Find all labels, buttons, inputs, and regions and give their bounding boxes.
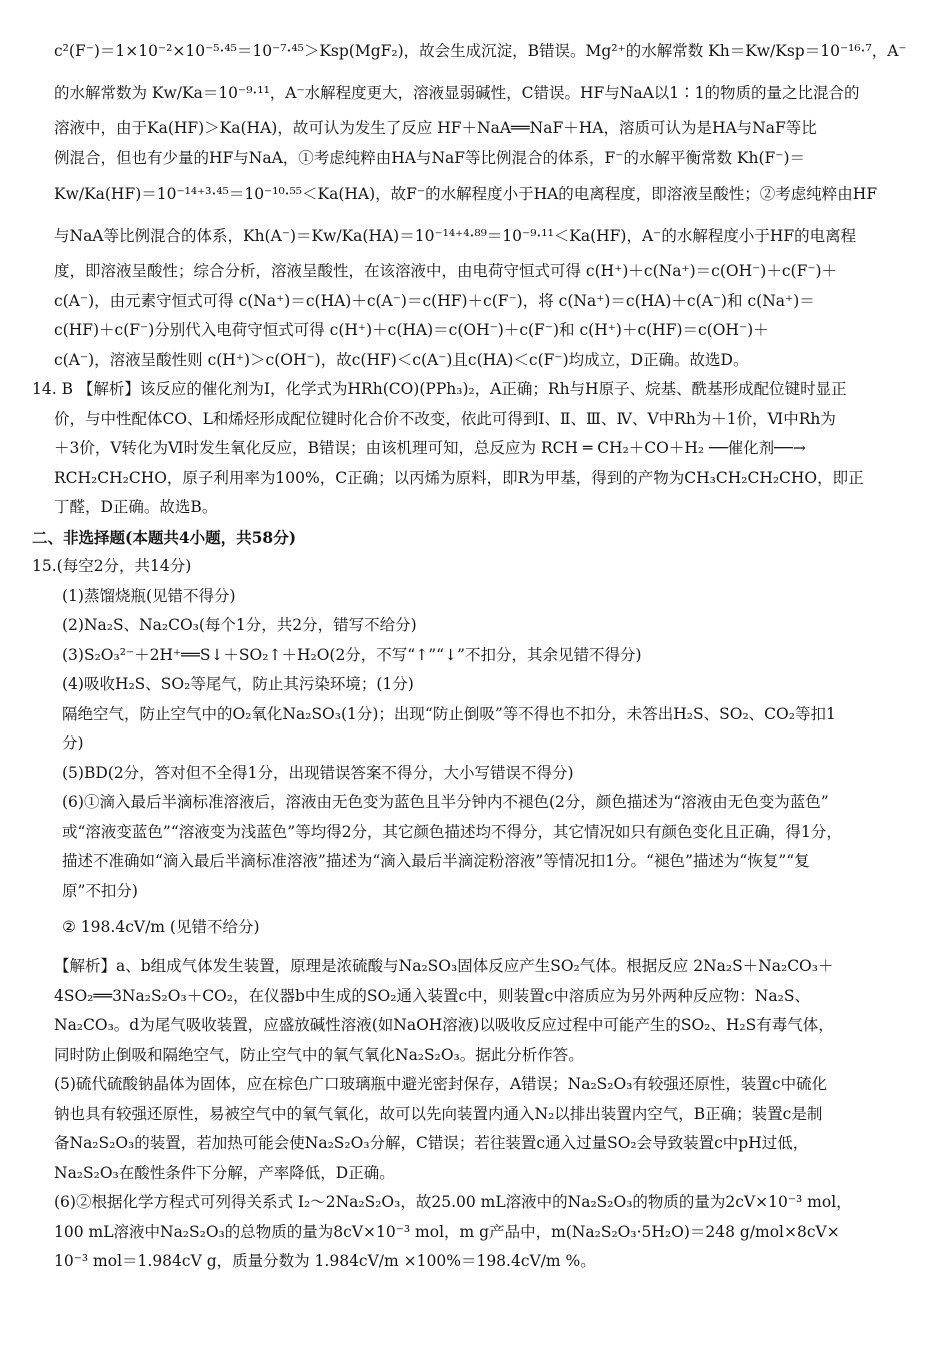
text-line: 溶液中，由于Ka(HF)＞Ka(HA)，故可认为发生了反应 HF＋NaA══NaF＋HA，溶质可认为是HA与NaF等比 <box>54 119 817 137</box>
question-15-heading: 15.(每空2分，共14分) <box>32 557 192 575</box>
text-line: c(A⁻)，溶液呈酸性则 c(H⁺)＞c(OH⁻)，故c(HF)＜c(A⁻)且c(HA)＜c(F⁻)均成立，D正确。故选D。 <box>54 350 749 369</box>
answer-item: 原”不扣分) <box>62 881 138 900</box>
text-line: 的水解常数为 Kw/Ka＝10⁻⁹·¹¹，A⁻水解程度更大，溶液显弱碱性，C错误。HF与NaA以1∶1的物质的量之比混合的 <box>54 84 860 102</box>
text-line: 丁醛，D正确。故选B。 <box>54 498 218 516</box>
text-line: 与NaA等比例混合的体系，Kh(A⁻)＝Kw/Ka(HA)＝10⁻¹⁴⁺⁴·⁸⁹＝10⁻⁹·¹¹＜Ka(HF)，A⁻的水解程度小于HF的电离程 <box>54 227 857 245</box>
answer-item: 隔绝空气，防止空气中的O₂氧化Na₂SO₃(1分)；出现“防止倒吸”等不得也不扣分，未答出H₂S、SO₂、CO₂等扣1 <box>62 704 836 723</box>
text-line: c(HF)＋c(F⁻)分别代入电荷守恒式可得 c(H⁺)＋c(HA)＝c(OH⁻)＋c(F⁻)和 c(H⁺)＋c(HF)＝c(OH⁻)＋ <box>54 321 769 339</box>
answer-item: (4)吸收H₂S、SO₂等尾气，防止其污染环境；(1分) <box>62 675 414 693</box>
text-line: c(A⁻)，由元素守恒式可得 c(Na⁺)＝c(HA)＋c(A⁻)＝c(HF)＋c(F⁻)，将 c(Na⁺)＝c(HA)＋c(A⁻)和 c(Na⁺)＝ <box>54 291 815 310</box>
text-line: RCH₂CH₂CHO，原子利用率为100%，C正确；以丙烯为原料，即R为甲基，得到的产物为CH₃CH₂CH₂CHO，即正 <box>54 468 864 487</box>
text-line: 钠也具有较强还原性，易被空气中的氧气氧化，故可以先向装置内通入N₂以排出装置内空气，B正确；装置c是制 <box>54 1104 823 1123</box>
text-line: 备Na₂S₂O₃的装置，若加热可能会使Na₂S₂O₃分解，C错误；若往装置c通入过量SO₂会导致装置c中pH过低， <box>54 1134 809 1152</box>
analysis-line: 【解析】a、b组成气体发生装置，原理是浓硫酸与Na₂SO₃固体反应产生SO₂气体。根据反应 2Na₂S＋Na₂CO₃＋ <box>54 957 834 975</box>
text-line: 同时防止倒吸和隔绝空气，防止空气中的氧气氧化Na₂S₂O₃。据此分析作答。 <box>54 1045 584 1064</box>
text-line: (6)②根据化学方程式可列得关系式 I₂～2Na₂S₂O₃，故25.00 mL溶液中的Na₂S₂O₃的物质的量为2cV×10⁻³ mol， <box>54 1193 852 1211</box>
text-line: 度，即溶液呈酸性；综合分析，溶液呈酸性，在该溶液中，由电荷守恒式可得 c(H⁺)＋c(Na⁺)＝c(OH⁻)＋c(F⁻)＋ <box>54 262 838 280</box>
text-line: 价，与中性配体CO、L和烯烃形成配位键时化合价不改变，依此可得到Ⅰ、Ⅱ、Ⅲ、Ⅳ、Ⅴ中Rh为＋1价，Ⅵ中Rh为 <box>54 409 836 428</box>
answer-item: 描述不准确如“滴入最后半滴标准溶液”描述为“滴入最后半滴淀粉溶液”等情况扣1分。“褪色”描述为“恢复”“复 <box>62 852 810 870</box>
text-line: Na₂S₂O₃在酸性条件下分解，产率降低，D正确。 <box>54 1163 395 1182</box>
answer-item: (5)BD(2分，答对但不全得1分，出现错误答案不得分，大小写错误不得分) <box>62 763 574 782</box>
section-heading: 二、非选择题(本题共4小题，共58分) <box>32 527 297 547</box>
text-line: Kw/Ka(HF)＝10⁻¹⁴⁺³·⁴⁵＝10⁻¹⁰·⁵⁵＜Ka(HA)，故F⁻的水解程度小于HA的电离程度，即溶液呈酸性；②考虑纯粹由HF <box>54 185 878 203</box>
text-line: 例混合，但也有少量的HF与NaA，①考虑纯粹由HA与NaF等比例混合的体系，F⁻的水解平衡常数 Kh(F⁻)＝ <box>54 148 805 167</box>
answer-item: 或“溶液变蓝色”“溶液变为浅蓝色”等均得2分，其它颜色描述均不得分，其它情况如只有颜色变化且正确，得1分， <box>62 822 842 841</box>
text-line: 100 mL溶液中Na₂S₂O₃的总物质的量为8cV×10⁻³ mol，m g产品中，m(Na₂S₂O₃·5H₂O)＝248 g/mol×8cV× <box>54 1222 840 1241</box>
answer-item-formula: ② 198.4cV/m (见错不给分) <box>62 918 260 936</box>
text-line: 4SO₂══3Na₂S₂O₃＋CO₂，在仪器b中生成的SO₂通入装置c中，则装置c中溶质应为另外两种反应物：Na₂S、 <box>54 986 810 1005</box>
text-line: Na₂CO₃。d为尾气吸收装置，应盛放碱性溶液(如NaOH溶液)以吸收反应过程中可能产生的SO₂、H₂S有毒气体， <box>54 1016 834 1034</box>
answer-item: 分) <box>62 734 84 752</box>
answer-item: (3)S₂O₃²⁻＋2H⁺══S↓＋SO₂↑＋H₂O(2分，不写“↑”“↓”不扣分，其余见错不得分) <box>62 645 642 664</box>
question-14-line: 14. B 【解析】该反应的催化剂为Ⅰ，化学式为HRh(CO)(PPh₃)₂，A正确；Rh与H原子、烷基、酰基形成配位键时显正 <box>32 380 847 398</box>
text-line: 10⁻³ mol＝1.984cV g，质量分数为 1.984cV/m ×100%＝198.4cV/m %。 <box>54 1252 596 1270</box>
text-line: c²(F⁻)＝1×10⁻²×10⁻⁵·⁴⁵＝10⁻⁷·⁴⁵＞Ksp(MgF₂)，故会生成沉淀，B错误。Mg²⁺的水解常数 Kh＝Kw/Ksp＝10⁻¹⁶·⁷，A⁻ <box>54 42 907 60</box>
answer-item: (2)Na₂S、Na₂CO₃(每个1分，共2分，错写不给分) <box>62 616 417 634</box>
answer-item: (6)①滴入最后半滴标准溶液后，溶液由无色变为蓝色且半分钟内不褪色(2分，颜色描述为“溶液由无色变为蓝色” <box>62 793 829 811</box>
answer-item: (1)蒸馏烧瓶(见错不得分) <box>62 586 236 605</box>
text-line: (5)硫代硫酸钠晶体为固体，应在棕色广口玻璃瓶中避光密封保存，A错误；Na₂S₂O₃有较强还原性，装置c中硫化 <box>54 1075 828 1093</box>
text-line: ＋3价，Ⅴ转化为Ⅵ时发生氧化反应，B错误；由该机理可知，总反应为 RCH ═ CH₂＋CO＋H₂ ──催化剂──→ <box>54 439 806 457</box>
